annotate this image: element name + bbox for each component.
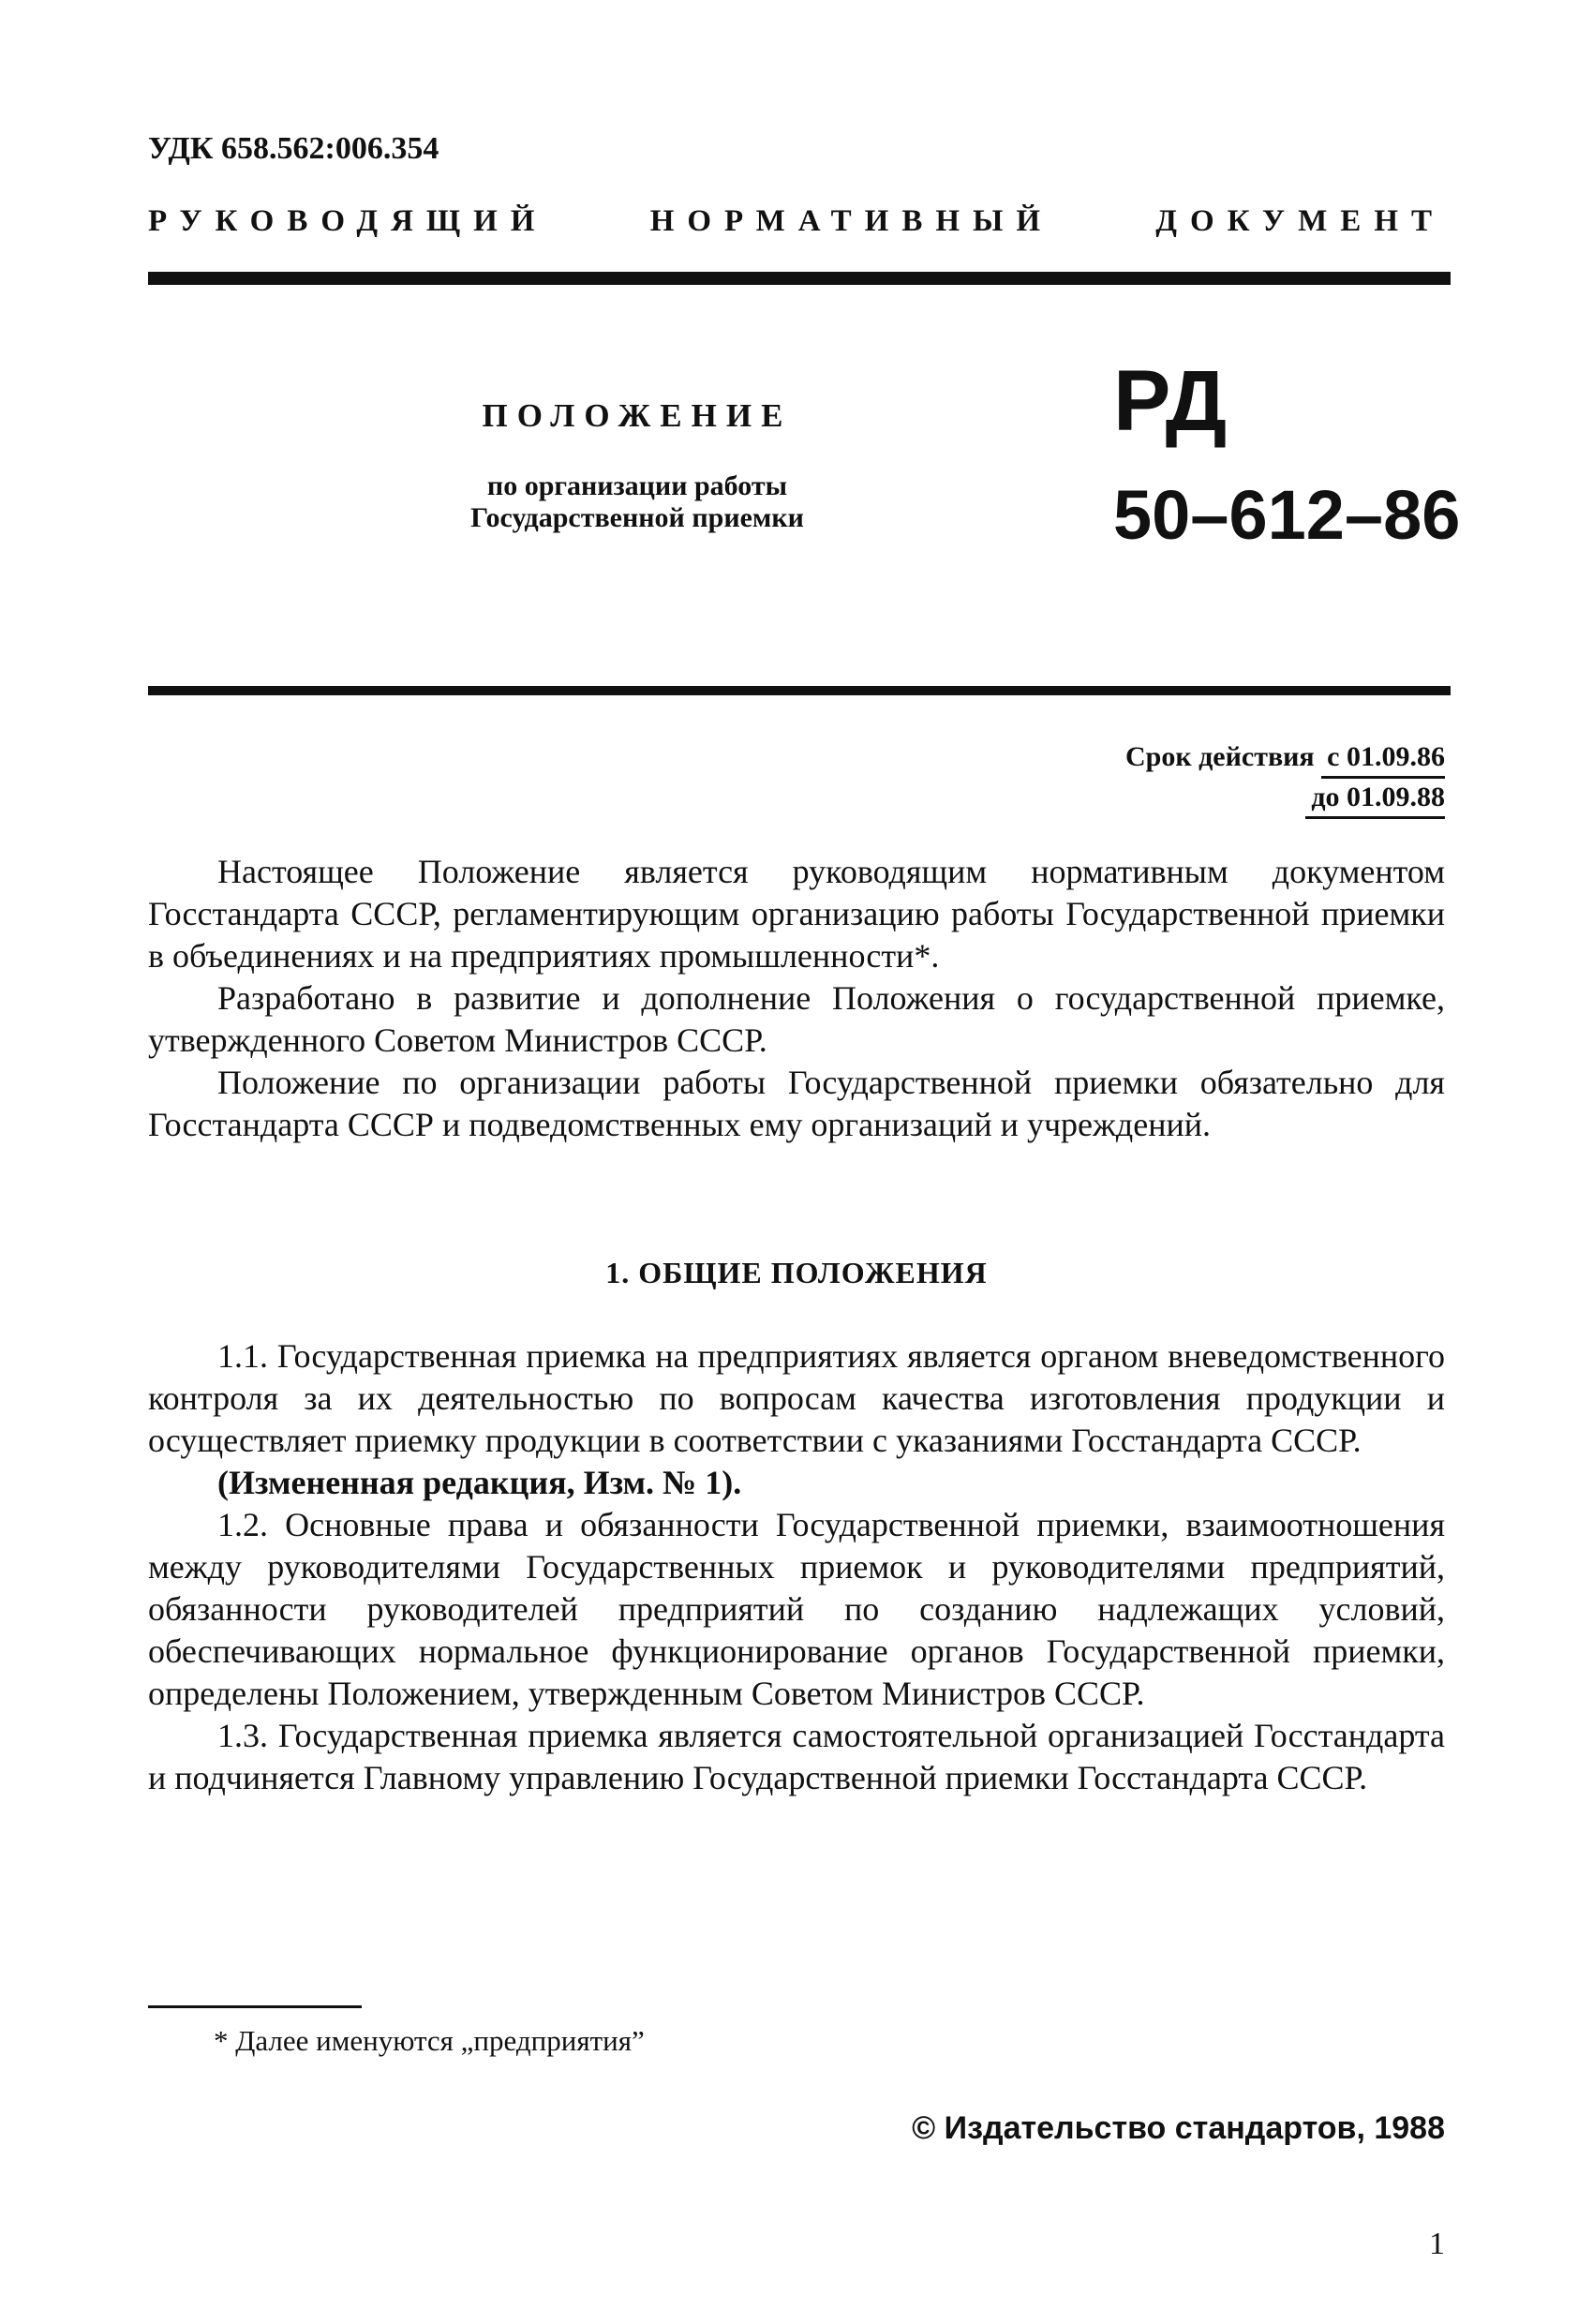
section-1-title: 1. ОБЩИЕ ПОЛОЖЕНИЯ [605, 1256, 988, 1289]
doc-type-word-1: РУКОВОДЯЩИЙ [148, 204, 548, 238]
rd-label: РД [1113, 353, 1228, 449]
header-rule-bottom [148, 686, 1451, 695]
rd-number: 50–612–86 [1113, 476, 1461, 554]
intro-paragraph-1: Настоящее Положение является руководящим нормативным документом Госстандарта СССР, регламентирующим организацию работы Государственной приемки в объединениях и на предприятиях промышленности*. [148, 853, 1445, 975]
udk-code: УДК 658.562:006.354 [148, 131, 439, 166]
validity-label: Срок действия [1124, 741, 1315, 772]
footnote: * Далее именуются „предприятия” [214, 2024, 645, 2057]
doc-type-word-2: НОРМАТИВНЫЙ [649, 204, 1054, 238]
header-rule-top [148, 272, 1451, 285]
document-title: ПОЛОЖЕНИЕ [482, 397, 793, 434]
page-number: 1 [1429, 2227, 1445, 2261]
clause-1-2: 1.2. Основные права и обязанности Государственной приемки, взаимоотношения между руководителями Государственных приемок и руководителями предприятий, обязанности руководителей предприятий по созданию надлежащих условий, обеспечивающих нормальное функционирование органов Государственной приемки, определены Положением, утвержденным Советом Министров СССР. [148, 1506, 1445, 1712]
footnote-divider [148, 2005, 362, 2008]
document-type-header [148, 204, 1445, 239]
clause-1-3: 1.3. Государственная приемка является самостоятельной организацией Госстандарта и подчиняется Главному управлению Государственной приемки Госстандарта СССР. [148, 1717, 1445, 1796]
clause-1-1-amendment-note: (Измененная редакция, Изм. № 1). [217, 1464, 742, 1501]
document-subtitle [300, 470, 975, 534]
validity-period [1125, 738, 1445, 819]
intro-text [148, 851, 1445, 1146]
intro-paragraph-3: Положение по организации работы Государственной приемки обязательно для Госстандарта СССР и подведомственных ему организаций и учреждений. [148, 1064, 1445, 1143]
validity-to: до 01.09.88 [1305, 779, 1445, 819]
subtitle-line-2: Государственной приемки [470, 502, 804, 533]
validity-from: с 01.09.86 [1321, 738, 1445, 779]
intro-paragraph-2: Разработано в развитие и дополнение Положения о государственной приемке, утвержденного Советом Министров СССР. [148, 979, 1445, 1059]
doc-type-word-3: ДОКУМЕНТ [1155, 204, 1445, 238]
section-1-body [148, 1335, 1445, 1799]
clause-1-1: 1.1. Государственная приемка на предприятиях является органом вневедомственного контроля за их деятельностью по вопросам качества изготовления продукции и осуществляет приемку продукции в соответствии с указаниями Госстандарта СССР. [148, 1337, 1445, 1459]
copyright-notice: © Издательство стандартов, 1988 [912, 2110, 1445, 2146]
subtitle-line-1: по организации работы [486, 470, 788, 501]
